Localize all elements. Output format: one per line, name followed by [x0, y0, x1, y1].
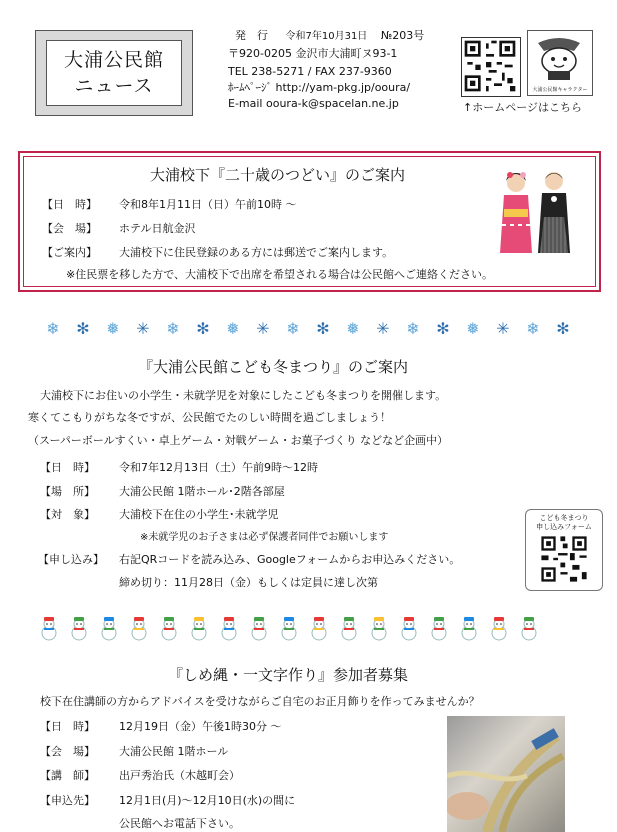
- snowflake-icon: ✻: [556, 319, 570, 338]
- homepage-note: ↑ホームページはこちら: [463, 101, 582, 114]
- snowman-icon: [278, 615, 300, 641]
- snowflake-icon: ❄: [406, 319, 420, 338]
- festival-target-value: 大浦校下在住の小学生･未就学児: [119, 508, 279, 521]
- qr-caption-2: 申し込みフォーム: [536, 523, 592, 531]
- homepage-link[interactable]: ﾎｰﾑﾍﾟｰｼﾞ http://yam-pkg.jp/ooura/: [228, 81, 411, 94]
- snowflake-icon: ❄: [526, 319, 540, 338]
- mascot-caption: 大浦公民館キャラクター: [532, 87, 588, 93]
- instructor-label: 【講 師】: [40, 769, 95, 782]
- snowman-icon: [68, 615, 90, 641]
- email-address[interactable]: E-mail ooura-k@spacelan.ne.jp: [228, 97, 399, 110]
- shimenawa-photo: [447, 716, 565, 832]
- guidance-label: 【ご案内】: [42, 246, 97, 259]
- resident-note: ※住民票を移した方で、大浦校下で出席を希望される場合は公民館へご連絡ください。: [66, 268, 493, 281]
- form-qr-icon: [539, 534, 589, 584]
- workshop-apply-line-2: 公民館へお電話下さい。: [119, 817, 240, 830]
- title-line-2: ニュース: [74, 75, 154, 97]
- snowman-icon: [518, 615, 540, 641]
- straw-rope-icon: [447, 716, 565, 832]
- festival-apply-line-1: 右記QRコードを読み込み、Googleフォームからお申込みください。: [119, 553, 461, 566]
- snowflake-icon: ✳: [376, 319, 390, 338]
- snowman-icon: [368, 615, 390, 641]
- issue-info: [235, 28, 424, 45]
- winter-festival-title: 『大浦公民館こども冬まつり』のご案内: [138, 358, 409, 376]
- festival-intro-3: （スーパーボールすくい・卓上ゲーム・対戦ゲーム・お菓子づくり などなど企画中）: [28, 434, 449, 447]
- event-date-value: 令和8年1月11日（日）午前10時 ～: [119, 198, 297, 211]
- snowman-icon: [428, 615, 450, 641]
- shimenawa-intro: 校下在住講師の方からアドバイスを受けながらご自宅のお正月飾りを作ってみませんか？: [40, 695, 480, 708]
- festival-apply-label: 【申し込み】: [38, 553, 104, 566]
- event-date-label: 【日 時】: [42, 198, 97, 211]
- festival-intro-2: 寒くてこもりがちな冬ですが、公民館でたのしい時間を過ごしましょう！: [28, 411, 391, 424]
- snowman-icon: [218, 615, 240, 641]
- snowman-icon: [38, 615, 60, 641]
- issue-number: №203号: [380, 29, 425, 42]
- instructor-value: 出戸秀治氏（木越町会）: [119, 769, 240, 782]
- festival-date-label: 【日 時】: [40, 461, 95, 474]
- coming-of-age-illustration: [490, 165, 580, 255]
- snowman-icon: [338, 615, 360, 641]
- title-line-1: 大浦公民館: [63, 49, 164, 71]
- newsletter-title: [46, 40, 182, 106]
- shimenawa-title: 『しめ縄・一文字作り』参加者募集: [168, 666, 409, 684]
- snowflake-icon: ❅: [466, 319, 480, 338]
- snowman-icon: [128, 615, 150, 641]
- snowman-icon: [458, 615, 480, 641]
- festival-deadline: 締め切り：11月28日（金）もしくは定員に達し次第: [119, 576, 378, 589]
- snowflake-icon: ✻: [76, 319, 90, 338]
- qr-pattern-icon: [462, 38, 518, 94]
- snowflake-icon: ❅: [106, 319, 120, 338]
- workshop-venue-label: 【会 場】: [40, 745, 95, 758]
- snowflake-icon: ❄: [286, 319, 300, 338]
- snowflake-icon: ✳: [256, 319, 270, 338]
- festival-place-value: 大浦公民館 1階ホール･2階各部屋: [119, 485, 285, 498]
- festival-qr-card[interactable]: [525, 509, 603, 591]
- workshop-date-label: 【日 時】: [40, 720, 95, 733]
- snowman-icon: [248, 615, 270, 641]
- snowflake-icon: ✳: [136, 319, 150, 338]
- guidance-value: 大浦校下に住民登録のある方には郵送でご案内します。: [119, 246, 394, 259]
- workshop-apply-label: 【申込先】: [40, 794, 95, 807]
- newsletter-title-frame: [35, 30, 193, 116]
- snowflake-divider: [38, 321, 578, 341]
- homepage-qr-code[interactable]: [461, 37, 521, 97]
- snowflake-icon: ❄: [166, 319, 180, 338]
- tel-fax: TEL 238-5271 / FAX 237-9360: [228, 65, 392, 78]
- mascot-character-icon: [528, 31, 590, 83]
- festival-place-label: 【場 所】: [40, 485, 95, 498]
- snowflake-icon: ❅: [346, 319, 360, 338]
- workshop-venue-value: 大浦公民館 1階ホール: [119, 745, 229, 758]
- festival-date-value: 令和7年12月13日（土）午前9時～12時: [119, 461, 318, 474]
- festival-intro-1: 大浦校下にお住いの小学生・未就学児を対象にしたこども冬まつりを開催します。: [40, 389, 447, 402]
- snowman-icon: [188, 615, 210, 641]
- snowflake-icon: ❄: [46, 319, 60, 338]
- snowman-divider: [38, 615, 548, 645]
- snowman-icon: [398, 615, 420, 641]
- mascot-image: [527, 30, 593, 96]
- qr-caption-1: こども冬まつり: [539, 514, 589, 522]
- issue-label: 発 行: [235, 29, 268, 42]
- snowflake-icon: ✻: [316, 319, 330, 338]
- postal-address: 〒920-0205 金沢市大浦町ヌ93-1: [228, 47, 398, 60]
- snowman-icon: [308, 615, 330, 641]
- kimono-couple-icon: [490, 165, 580, 255]
- snowflake-icon: ❅: [226, 319, 240, 338]
- snowflake-icon: ✳: [496, 319, 510, 338]
- snowman-icon: [158, 615, 180, 641]
- snowman-icon: [488, 615, 510, 641]
- guardian-note: ※未就学児のお子さまは必ず保護者同伴でお願いします: [140, 532, 389, 543]
- workshop-apply-value: 12月1日(月)～12月10日(水)の間に: [119, 794, 296, 807]
- coming-of-age-title: 大浦校下『二十歳のつどい』のご案内: [150, 166, 406, 184]
- snowflake-icon: ✻: [196, 319, 210, 338]
- snowman-icon: [98, 615, 120, 641]
- issue-date: 令和7年10月31日: [285, 31, 368, 42]
- workshop-date-value: 12月19日（金）午後1時30分 ～: [119, 720, 282, 733]
- venue-value: ホテル日航金沢: [119, 222, 196, 235]
- festival-target-label: 【対 象】: [40, 508, 95, 521]
- venue-label: 【会 場】: [42, 222, 97, 235]
- snowflake-icon: ✻: [436, 319, 450, 338]
